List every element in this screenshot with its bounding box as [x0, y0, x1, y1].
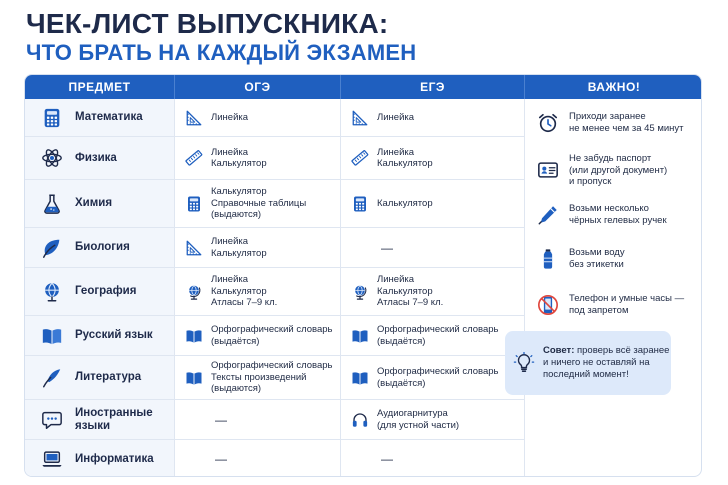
oge-cell — [175, 316, 341, 355]
header-subject: ПРЕДМЕТ — [25, 75, 175, 99]
id-card-icon — [537, 159, 559, 181]
ege-cell — [341, 99, 525, 136]
oge-item — [175, 109, 248, 127]
oge-cell — [175, 400, 341, 439]
table-row — [25, 99, 525, 137]
ege-item — [341, 366, 498, 389]
table-row — [25, 356, 525, 400]
oge-text: Линейка Калькулятор Атласы 7–9 кл. — [211, 274, 278, 309]
alarm-clock-icon — [537, 112, 559, 134]
pen-icon — [537, 204, 559, 226]
ruler-triangle-icon — [185, 109, 203, 127]
oge-cell — [175, 228, 341, 267]
tip-text — [543, 345, 671, 381]
important-text: Приходи заранее не менее чем за 45 минут — [569, 111, 684, 134]
ege-cell — [341, 400, 525, 439]
lightbulb-icon — [513, 352, 535, 374]
oge-text: Линейка Калькулятор — [211, 146, 267, 169]
subject-name: Иностранные языки — [75, 406, 153, 432]
header-important: ВАЖНО! — [587, 80, 641, 94]
ege-text: Линейка Калькулятор — [377, 146, 433, 169]
book-icon — [351, 327, 369, 345]
oge-item — [175, 236, 267, 259]
quill-icon — [41, 367, 63, 389]
important-item — [537, 247, 625, 270]
ruler-triangle-icon — [351, 109, 369, 127]
empty-dash: — — [381, 452, 393, 466]
important-item — [537, 203, 667, 226]
important-item — [537, 293, 684, 316]
table-row — [25, 316, 525, 356]
book-icon — [351, 369, 369, 387]
tip-box — [505, 331, 671, 395]
subject-cell — [25, 440, 175, 477]
water-bottle-icon — [537, 248, 559, 270]
ege-item — [341, 195, 433, 213]
subject-cell — [25, 400, 175, 439]
oge-text: Калькулятор Справочные таблицы (выдаются) — [211, 186, 307, 221]
important-text: Не забудь паспорт (или другой документ) и пропуск — [569, 153, 668, 187]
headphones-icon — [351, 411, 369, 429]
subject-name: Литература — [75, 371, 142, 383]
ege-cell — [341, 180, 525, 227]
oge-text: Линейка Калькулятор — [211, 236, 267, 259]
no-phone-icon — [537, 294, 559, 316]
atom-icon — [41, 147, 63, 169]
ruler-triangle-icon — [185, 239, 203, 257]
table-row — [25, 268, 525, 316]
ege-item — [341, 274, 443, 309]
ege-text: Линейка — [377, 111, 415, 123]
empty-dash: — — [215, 452, 227, 466]
important-column — [525, 99, 702, 477]
oge-item — [175, 147, 267, 170]
important-text: Возьми несколько чёрных гелевых ручек — [569, 203, 667, 226]
ege-item — [341, 147, 433, 170]
subject-rows — [25, 99, 525, 477]
subject-cell — [25, 316, 175, 355]
subject-cell — [25, 137, 175, 179]
important-text: Возьми воду без этикетки — [569, 247, 625, 270]
table-row — [25, 228, 525, 268]
ege-text: Линейка Калькулятор Атласы 7–9 кл. — [377, 274, 444, 309]
table-header — [25, 75, 702, 99]
ege-item — [341, 109, 414, 127]
header-ege: ЕГЭ — [341, 75, 525, 99]
ege-text: Аудиогарнитура (для устной части) — [377, 408, 460, 431]
ege-cell — [341, 356, 525, 399]
empty-dash: — — [215, 412, 227, 427]
title-line-1: ЧЕК-ЛИСТ ВЫПУСКНИКА: — [26, 8, 389, 39]
globe-stand-icon — [185, 283, 203, 301]
subject-cell — [25, 228, 175, 267]
ege-cell — [341, 440, 525, 477]
table-row — [25, 400, 525, 440]
book-icon — [185, 369, 203, 387]
book-icon — [185, 327, 203, 345]
ege-cell — [341, 316, 525, 355]
subject-name: Биология — [75, 241, 130, 253]
ruler-icon — [185, 149, 203, 167]
important-text: Телефон и умные часы — под запретом — [569, 293, 685, 316]
subject-cell — [25, 268, 175, 315]
ege-cell — [341, 228, 525, 267]
subject-name: Химия — [75, 197, 113, 209]
ege-text: Калькулятор — [377, 197, 433, 209]
oge-item — [175, 360, 332, 395]
subject-name: Русский язык — [75, 329, 153, 341]
ege-item — [341, 408, 459, 431]
checklist-table — [24, 74, 702, 477]
title-line-2: ЧТО БРАТЬ НА КАЖДЫЙ ЭКЗАМЕН — [26, 40, 417, 65]
oge-cell — [175, 356, 341, 399]
table-row — [25, 180, 525, 228]
tip-body: проверь всё заранее и ничего не оставляй на последний момент! — [543, 345, 670, 380]
open-book-icon — [41, 325, 63, 347]
ruler-icon — [351, 149, 369, 167]
ege-text: Орфографический словарь (выдаётся) — [377, 324, 499, 347]
flask-icon — [41, 193, 63, 215]
subject-name: Информатика — [75, 452, 154, 465]
oge-text: Линейка — [211, 111, 249, 123]
table-row — [25, 137, 525, 180]
oge-item — [175, 274, 277, 309]
oge-item — [175, 324, 332, 347]
oge-cell — [175, 99, 341, 136]
empty-dash: — — [381, 240, 393, 255]
calculator-icon — [41, 107, 63, 129]
tip-label: Совет: — [543, 345, 575, 356]
oge-cell — [175, 137, 341, 179]
ege-cell — [341, 137, 525, 179]
subject-name: География — [75, 285, 137, 297]
globe-icon — [41, 281, 63, 303]
ege-item — [341, 324, 498, 347]
header-oge: ОГЭ — [175, 75, 341, 99]
ege-cell — [341, 268, 525, 315]
calculator-icon — [351, 195, 369, 213]
leaf-icon — [41, 237, 63, 259]
chat-bubble-icon — [41, 409, 63, 431]
important-item — [537, 153, 667, 188]
important-item — [537, 111, 684, 134]
oge-text: Орфографический словарь Тексты произведений (выдаются) — [211, 360, 333, 395]
laptop-icon — [41, 448, 63, 470]
oge-cell — [175, 268, 341, 315]
oge-cell — [175, 180, 341, 227]
ege-text: Орфографический словарь (выдаётся) — [377, 366, 499, 389]
globe-stand-icon — [351, 283, 369, 301]
subject-cell — [25, 180, 175, 227]
subject-name: Математика — [75, 111, 143, 123]
subject-cell — [25, 99, 175, 136]
oge-text: Орфографический словарь (выдаётся) — [211, 324, 333, 347]
oge-item — [175, 186, 306, 221]
subject-cell — [25, 356, 175, 399]
calculator-icon — [185, 195, 203, 213]
oge-cell — [175, 440, 341, 477]
table-row — [25, 440, 525, 477]
subject-name: Физика — [75, 151, 117, 164]
